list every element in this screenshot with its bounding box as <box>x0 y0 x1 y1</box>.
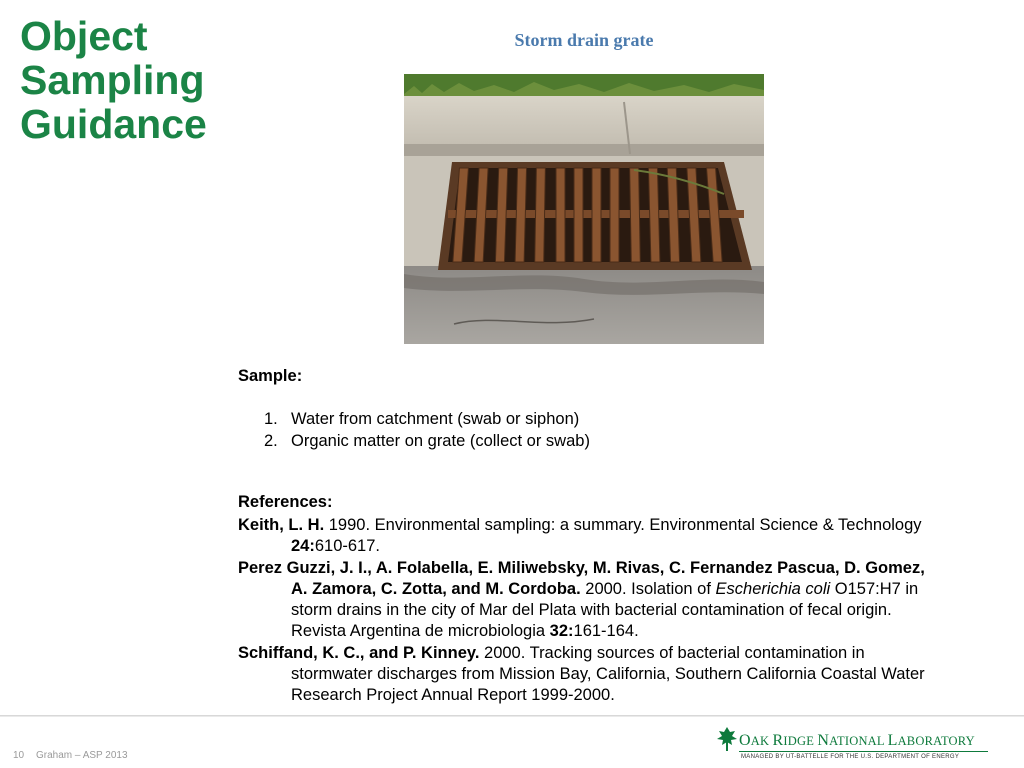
sample-list <box>238 408 590 452</box>
leaf-icon <box>717 727 737 751</box>
reference-text: 2000. Tracking sources of bacterial contamination in stormwater discharges from Mission Bay, California, Southern California Coastal Water Research Project Annual Report 1999-2000. <box>291 643 925 705</box>
list-item-text: Organic matter on grate (collect or swab) <box>291 432 590 450</box>
storm-drain-photo <box>404 74 764 344</box>
reference-pages: 610-617. <box>314 537 380 556</box>
reference-authors: Schiffand, K. C., and P. Kinney. <box>238 643 480 662</box>
reference-text: 2000. Isolation of <box>580 579 716 598</box>
logo-subtitle: MANAGED BY UT-BATTELLE FOR THE U.S. DEPARTMENT OF ENERGY <box>741 754 960 760</box>
list-item-number: 2. <box>264 432 278 450</box>
list-item-number: 1. <box>264 410 278 428</box>
slide-title: Object Sampling Guidance <box>20 13 207 147</box>
references-heading: References: <box>238 493 333 511</box>
reference-item <box>238 558 938 643</box>
reference-authors: Perez Guzzi, J. I., A. Folabella, E. Miliwebsky, M. Rivas, C. Fernandez Pascua, D. Gomez, A. Zamora, C. Zotta, and M. Cordoba. <box>238 558 925 598</box>
list-item <box>238 408 590 430</box>
references-list <box>238 515 938 707</box>
list-item-text: Water from catchment (swab or siphon) <box>291 410 580 428</box>
reference-volume: 32: <box>549 622 574 641</box>
reference-authors: Keith, L. H. <box>238 516 325 534</box>
logo-name: OAK RIDGE NATIONAL LABORATORY <box>739 732 975 749</box>
footer-text: Graham – ASP 2013 <box>36 750 128 761</box>
logo-rule <box>739 751 988 752</box>
photo-caption: Storm drain grate <box>514 30 654 50</box>
footer-divider <box>0 715 1024 717</box>
reference-volume: 24: <box>291 537 315 556</box>
reference-text: O157:H7 in storm drains in the city of Mar del Plata with bacterial contamination of fecal origin. Revista Argentina de microbiologia <box>291 579 919 641</box>
list-item <box>238 430 590 452</box>
sample-heading: Sample: <box>238 367 303 385</box>
reference-item <box>238 643 938 707</box>
reference-item <box>238 515 938 558</box>
reference-species: Escherichia coli <box>715 579 831 598</box>
reference-text: 1990. Environmental sampling: a summary. Environmental Science & Technology <box>324 516 922 534</box>
reference-pages: 161-164. <box>573 622 639 641</box>
ornl-logo <box>717 727 992 763</box>
page-number: 10 <box>13 750 25 761</box>
